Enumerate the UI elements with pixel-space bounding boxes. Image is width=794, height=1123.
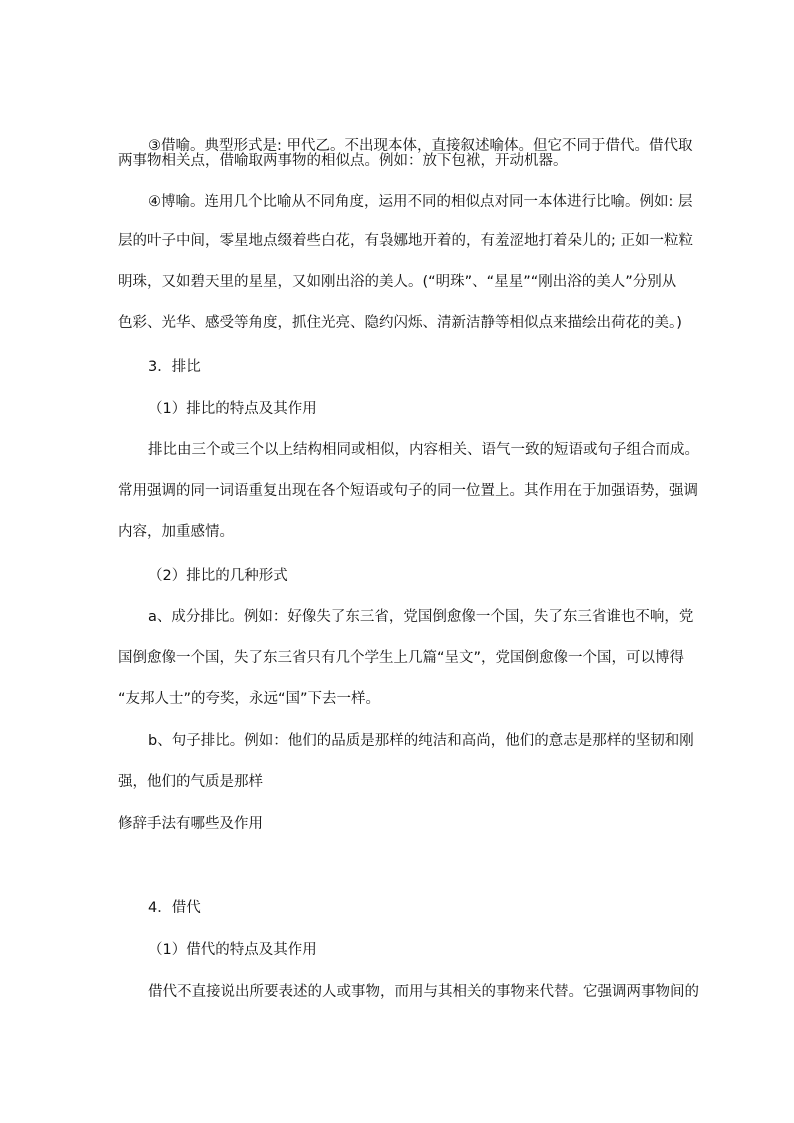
subsection-heading: （1）排比的特点及其作用: [148, 401, 317, 417]
subsection-heading: （1）借代的特点及其作用: [148, 942, 317, 958]
paragraph-line: 两事物相关点，借喻取两事物的相似点。例如：放下包袱，开动机器。: [118, 153, 568, 169]
paragraph-line: 内容，加重感情。: [118, 524, 234, 540]
paragraph-line: 借代不直接说出所要表述的人或事物，而用与其相关的事物来代替。它强调两事物间的: [148, 984, 699, 1000]
paragraph-line: “友邦人士”的夸奖，永远“国”下去一样。: [118, 691, 381, 707]
paragraph-line: 国倒愈像一个国，失了东三省只有几个学生上几篇“呈文”，党国倒愈像一个国，可以博得: [118, 650, 685, 666]
paragraph-line: a、成分排比。例如：好像失了东三省，党国倒愈像一个国，失了东三省谁也不响，党: [148, 609, 694, 625]
inserted-title: 修辞手法有哪些及作用: [118, 816, 263, 832]
paragraph-line: 强，他们的气质是那样: [118, 774, 263, 790]
section-heading: 3．排比: [148, 359, 201, 375]
paragraph-line: ③借喻。典型形式是: 甲代乙。不出现本体，直接叙述喻体。但它不同于借代。借代取: [148, 138, 693, 154]
paragraph-line: 明珠，又如碧天里的星星，又如刚出浴的美人。(“明珠”、“星星”“刚出浴的美人”分别从: [118, 274, 677, 290]
paragraph-line: ④博喻。连用几个比喻从不同角度，运用不同的相似点对同一本体进行比喻。例如: 层: [148, 194, 693, 210]
paragraph-line: b、句子排比。例如：他们的品质是那样的纯洁和高尚，他们的意志是那样的坚韧和刚: [148, 733, 694, 749]
paragraph-line: 排比由三个或三个以上结构相同或相似，内容相关、语气一致的短语或句子组合而成。: [148, 442, 699, 458]
subsection-heading: （2）排比的几种形式: [148, 568, 288, 584]
paragraph-line: 色彩、光华、感受等角度，抓住光亮、隐约闪烁、清新洁静等相似点来描绘出荷花的美。): [118, 315, 682, 331]
section-heading: 4．借代: [148, 900, 201, 916]
paragraph-line: 层的叶子中间，零星地点缀着些白花，有袅娜地开着的，有羞涩地打着朵儿的; 正如一粒粒: [118, 233, 693, 249]
paragraph-line: 常用强调的同一词语重复出现在各个短语或句子的同一位置上。其作用在于加强语势，强调: [118, 483, 698, 499]
